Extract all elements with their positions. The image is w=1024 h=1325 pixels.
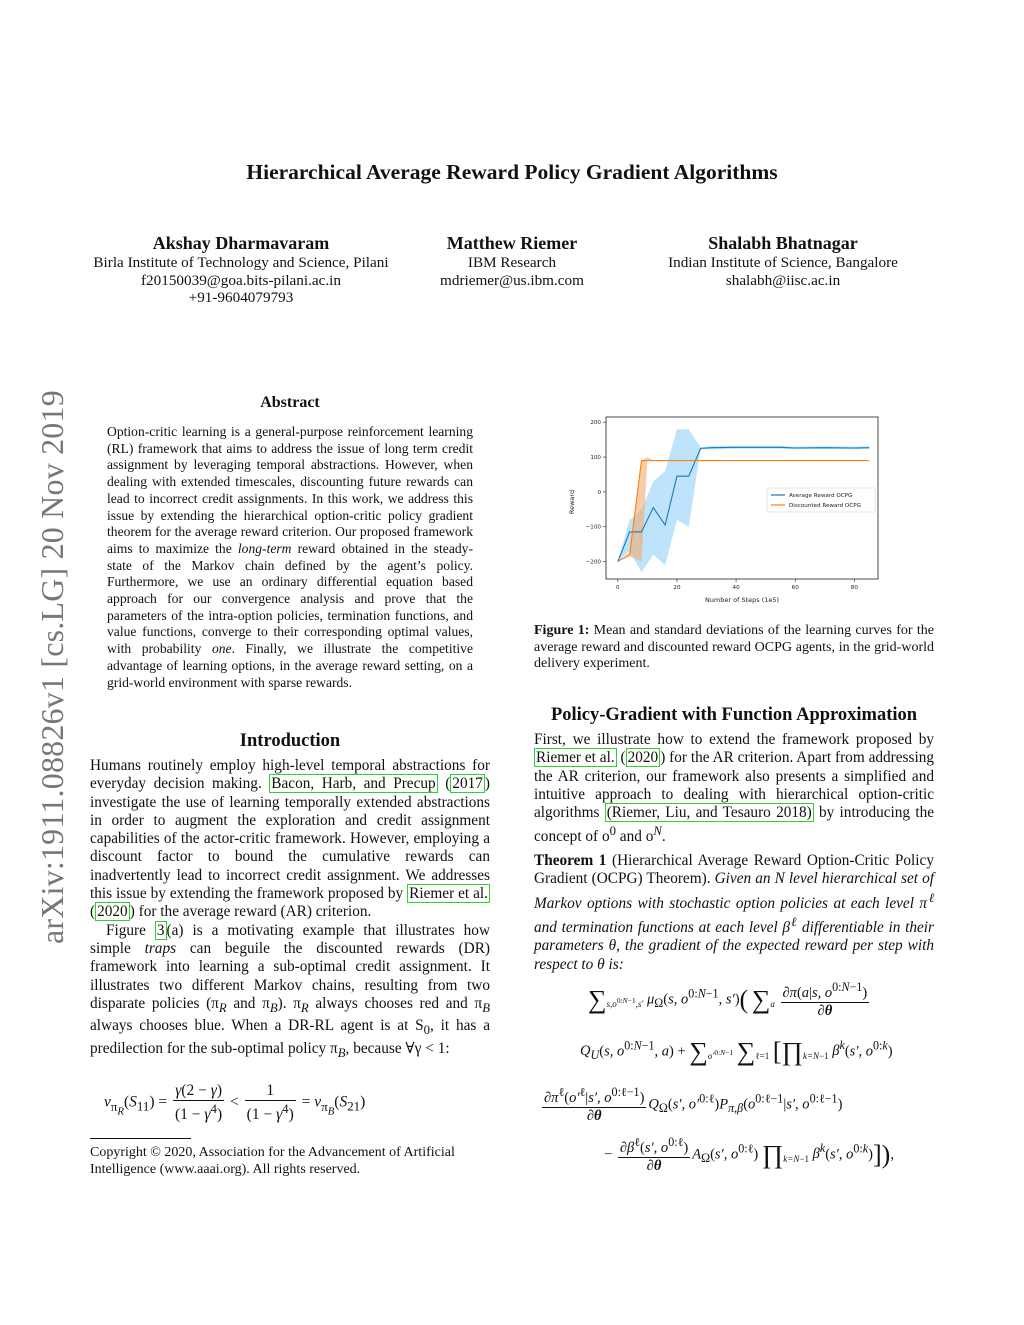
learning-curve-chart — [562, 408, 882, 608]
y-tick-label: −100 — [585, 524, 601, 531]
value-inequality-equation: $v_{\pi_R}(S_{11})$ = $\frac{\gamma(2 - \gamma)}{(1 - \gamma^4)}$ < $\frac{1}{(1 - \gamma^4)}$ = $v_{\pi_B}(S_{21})$ — [104, 1082, 366, 1124]
y-tick-label: 200 — [590, 420, 601, 427]
legend — [767, 488, 875, 512]
author-email: shalabh@iisc.ac.in — [725, 271, 841, 289]
author-block-1 — [50, 232, 432, 307]
author-block-3 — [630, 232, 936, 289]
x-axis-label: Number of Steps (1e5) — [704, 596, 780, 604]
author-email: mdriemer@us.ibm.com — [440, 271, 584, 289]
figure-caption: Figure 1: Mean and standard deviations of the learning curves for the average reward and discounted reward OCPG agents, in the grid-world delivery experiment. — [534, 623, 934, 672]
citation-year-link[interactable]: 2017 — [452, 775, 483, 793]
x-axis-ticks — [616, 579, 858, 591]
citation-link[interactable]: (Riemer, Liu, and Tesauro 2018) — [606, 804, 812, 822]
citation-year-link[interactable]: 2020 — [627, 749, 659, 767]
author-affiliation: Indian Institute of Science, Bangalore — [668, 254, 898, 271]
author-name: Matthew Riemer — [446, 233, 578, 253]
citation-link[interactable]: Riemer et al. — [409, 885, 489, 903]
introduction-text: Humans routinely employ high-level temporal abstractions for everyday decision making. Bacon, Harb, and Precup ( 2017 ) investigate the use of learning temporally extended abstractions in order to augment the exploration and credit assignment capabilities of the actor-critic framework. However, employing a discount factor to bound the cumulative rewards can inadvertently lead to incorrect credit assignment. We addresses this issue by extending the framework proposed by Riemer et al. ( 2020 ) for the average reward (AR) criterion. Figure 3 (a) is a motivating example that illustrates how simple traps can beguile the discounted rewards (DR) framework into learning a sub-optimal credit assignment. It illustrates two different Markov chains, resulting from two disparate policies ($\pi_R$ and $\pi_B$). $\pi_R$ always chooses red and $\pi_B$ always chooses blue. When a DR-RL agent is at $S_0$, it has a predilection for the sub-optimal policy $\pi_B$, because ∀γ < 1: — [90, 757, 491, 1060]
author-email: f20150039@goa.bits-pilani.ac.in — [141, 271, 341, 289]
x-tick-label: 60 — [791, 585, 799, 591]
author-phone: +91-9604079793 — [188, 289, 294, 307]
x-tick-label: 0 — [616, 585, 620, 591]
author-name: Akshay Dharmavaram — [152, 233, 330, 253]
y-tick-label: −200 — [585, 559, 601, 566]
y-tick-label: 0 — [597, 489, 601, 496]
x-tick-label: 80 — [850, 585, 858, 591]
figure-ref-link[interactable]: 3 — [156, 921, 165, 939]
policy-gradient-text: First, we illustrate how to extend the framework proposed by Riemer et al. ( 2020 ) for the AR criterion. Apart from addressing the AR criterion, our framework also presents a simplified and intuitive approach to dealing with hierarchical option-critic algorithms (Riemer, Liu, and Tesauro 2018) by introducing the concept of $o^0$ and $o^N$. Theorem 1 (Hierarchical Average Reward Option-Critic Policy Gradient (OCPG) Theorem). Given an N level hierarchical set of Markov options with stochastic option policies at each level $\pi^\ell$ and termination functions at each level $\beta^\ell$ differentiable in their parameters θ, the gradient of the expected reward per step with respect to θ is: — [534, 731, 935, 973]
paper-title: Hierarchical Average Reward Policy Gradient Algorithms — [246, 160, 778, 184]
policy-gradient-heading: Policy-Gradient with Function Approximation — [550, 705, 918, 725]
author-block-2 — [402, 232, 622, 289]
y-tick-label: 100 — [590, 455, 601, 462]
introduction-heading: Introduction — [239, 731, 341, 751]
y-axis-ticks — [586, 420, 606, 565]
citation-year-link[interactable]: 2020 — [97, 903, 128, 921]
legend-label-average: Average Reward OCPG — [789, 493, 853, 499]
copyright-notice: Copyright © 2020, Association for the Advancement of Artificial Intelligence (www.aaai.org). All rights reserved. — [90, 1145, 455, 1177]
arxiv-identifier: arXiv:1911.08826v1 [cs.LG] 20 Nov 2019 — [34, 390, 70, 944]
citation-link[interactable]: Bacon, Harb, and Precup — [271, 775, 436, 793]
author-affiliation: IBM Research — [467, 254, 557, 271]
author-affiliation: Birla Institute of Technology and Science, Pilani — [93, 254, 389, 271]
legend-label-discounted: Discounted Reward OCPG — [789, 503, 861, 509]
x-tick-label: 20 — [673, 585, 681, 591]
abstract-text: Option-critic learning is a general-purpose reinforcement learning (RL) framework that aims to address the issue of long term credit assignment by leveraging temporal abstractions. However, when dealing with extended timescales, discounting future rewards can lead to incorrect credit assignments. In this work, we address this issue by extending the hierarchical option-critic policy gradient theorem for the average reward criterion. Our proposed framework aims to maximize the long-term reward obtained in the steady-state of the Markov chain defined by the agent’s policy. Furthermore, we use an ordinary differential equation based approach for our convergence analysis and prove that the parameters of the intra-option policies, termination functions, and value functions, converge to their corresponding optimal values, with probability one. Finally, we illustrate the competitive advantage of learning options, in the average reward setting, on a grid-world environment with sparse rewards. — [107, 424, 473, 690]
footnote-rule — [90, 1138, 191, 1139]
abstract-heading: Abstract — [260, 394, 320, 411]
citation-link[interactable]: Riemer et al. — [536, 749, 615, 767]
x-tick-label: 40 — [732, 585, 740, 591]
y-axis-label: Reward — [568, 489, 576, 515]
ocpg-gradient-equation: $\sum_{s,o^{0:N-1},s'}$ $\mu_\Omega(s$, $o^{0:N-1}$, s′)( $\sum_a$ $\frac{\partial\pi(a|s, o^{0:N-1})}{\partial\theta}$ $Q_U(s$, $o^{0:N-1}$, $a) + \sum_{o'^{0:N-1}}$ $\sum_{\ell=1}$ [$\prod_{k=N-1}$ $\beta^k(s'$, $o^{0:k}$) $\frac{\partial\pi^\ell(o'^\ell|s', o^{0:\ell-1})}{\partial\theta}$ $Q_\Omega(s'$, $o'^{0:\ell})P_{\pi,\beta}(o^{0:\ell-1}|s'$, $o^{0:\ell-1}$) − $\frac{\partial\beta^\ell(s', o^{0:\ell})}{\partial\theta}$ $A_\Omega(s'$, $o^{0:\ell}$) $\prod_{k=N-1}$ $\beta^k(s'$, $o^{0:k}$)]), — [544, 980, 894, 1174]
author-name: Shalabh Bhatnagar — [708, 233, 858, 253]
